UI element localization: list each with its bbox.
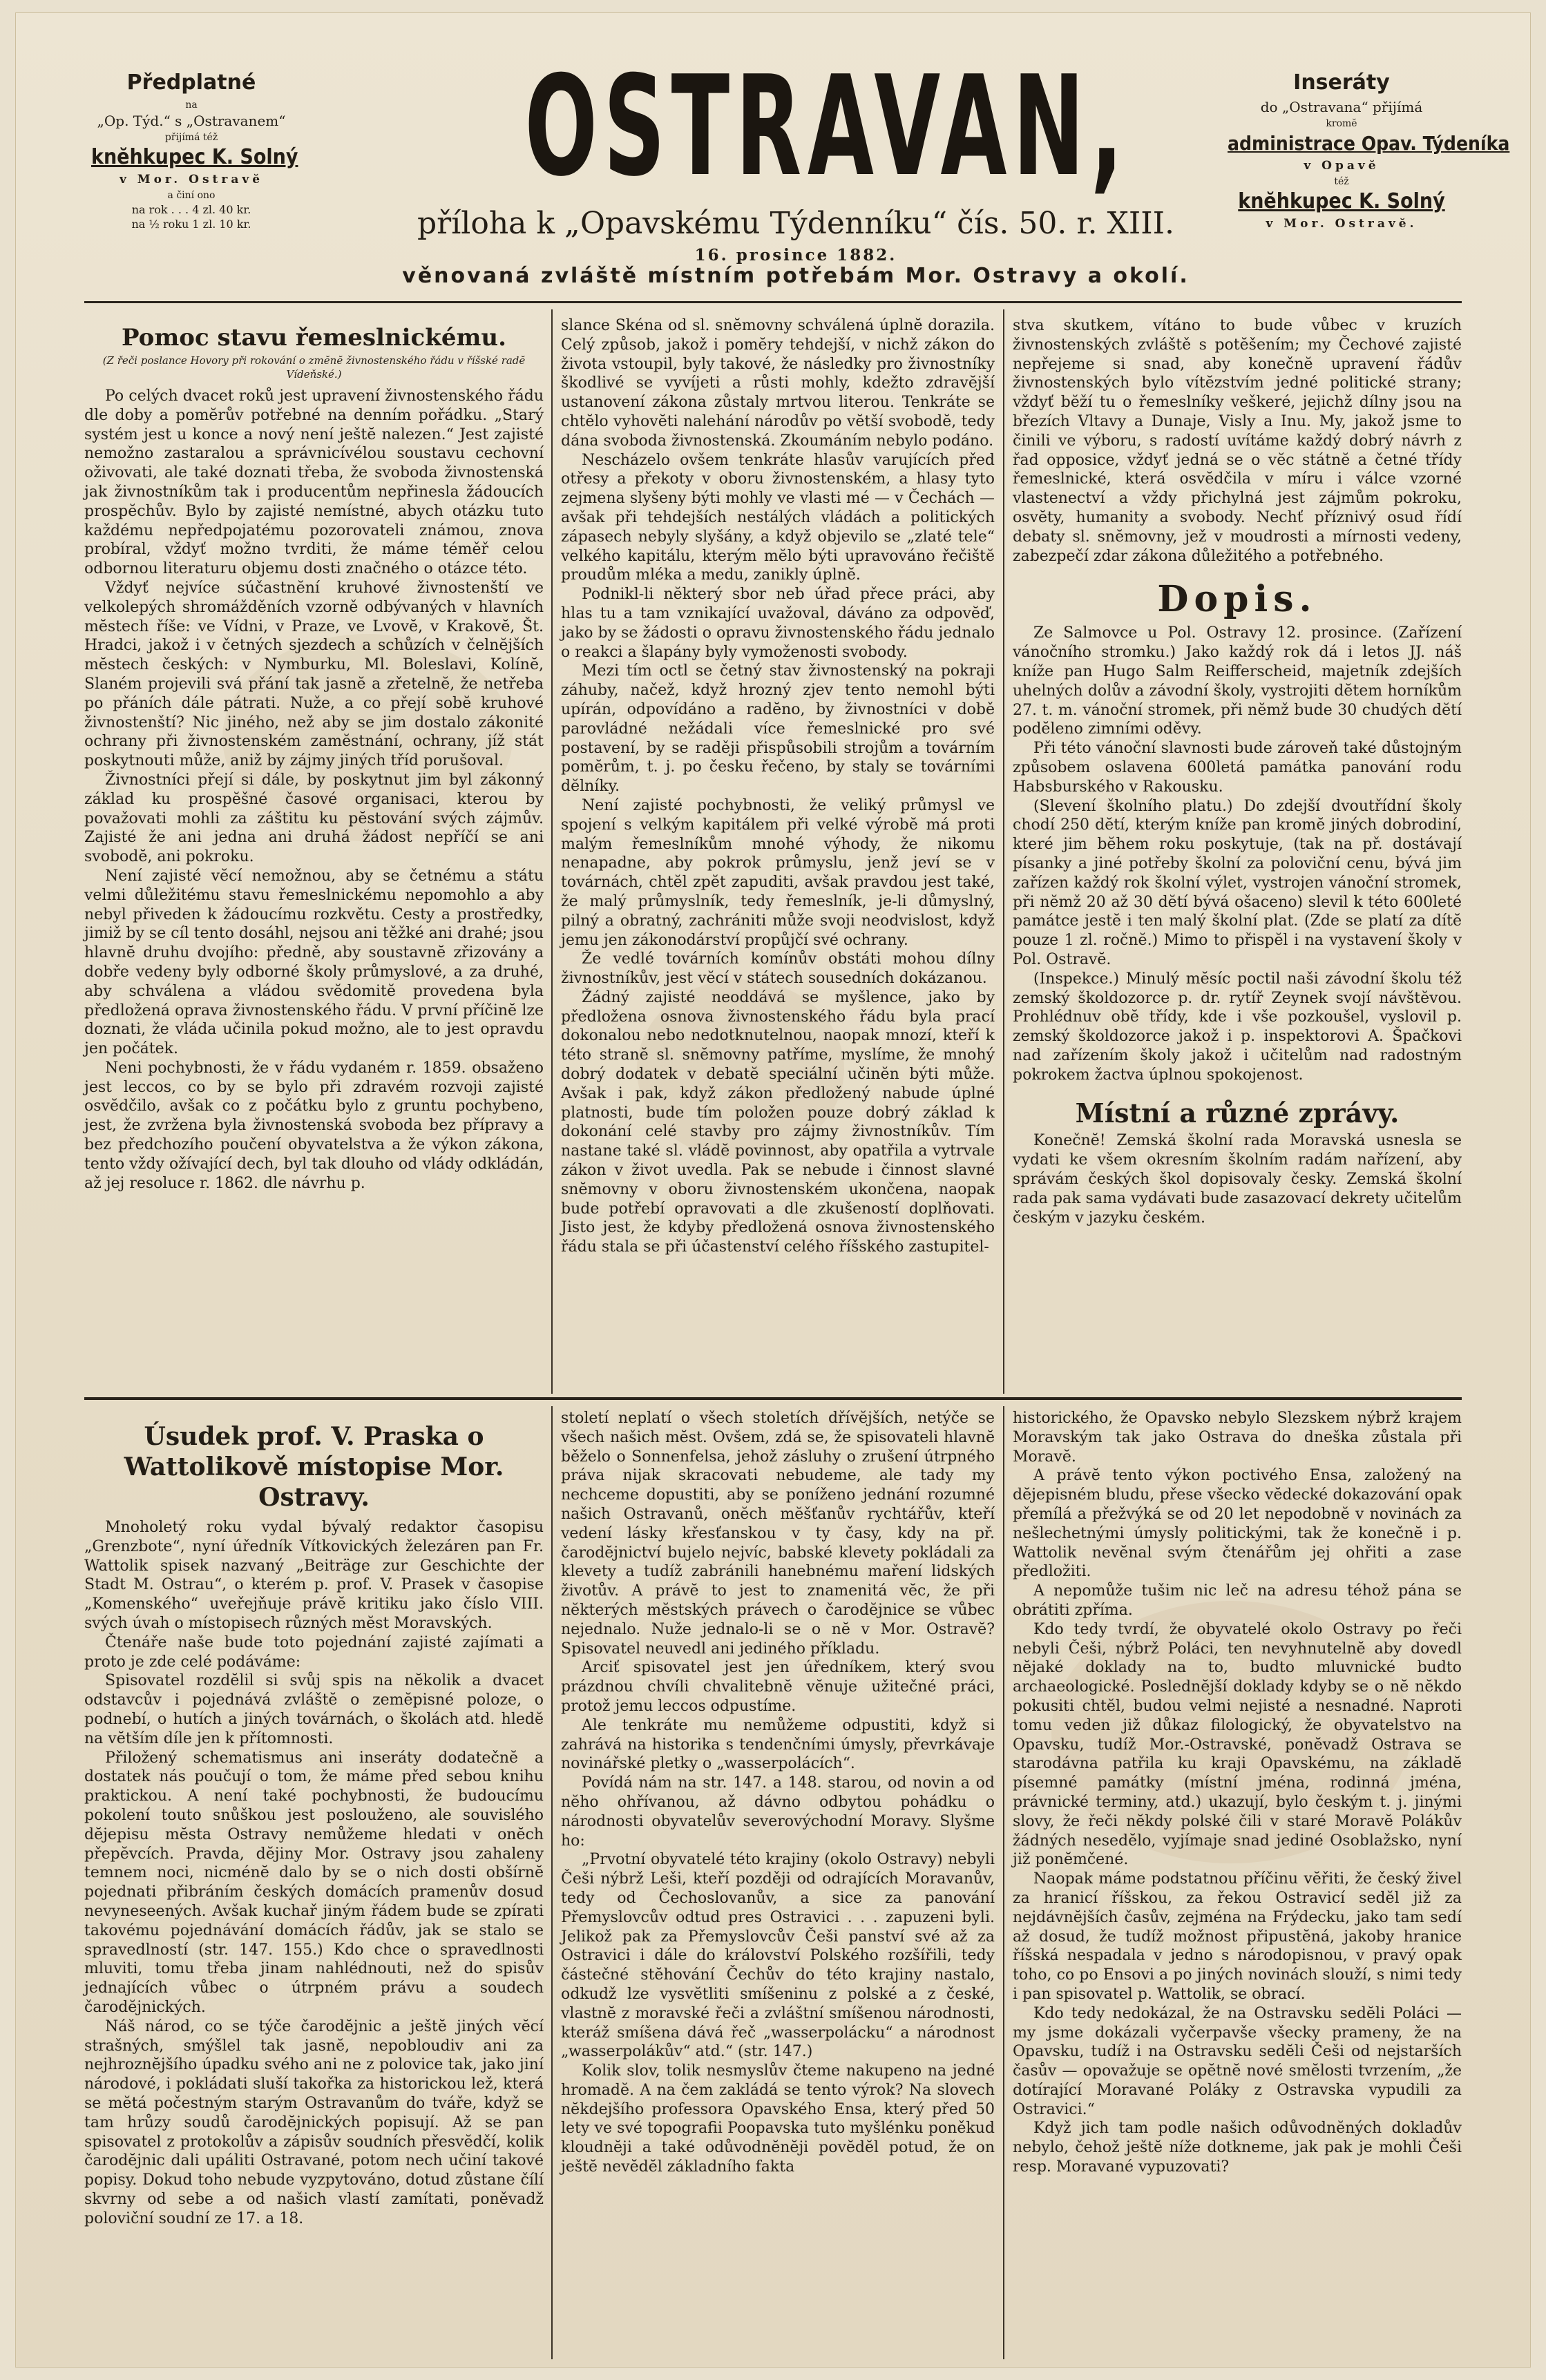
inserts-shop: knĕhkupec K. Solný: [1238, 189, 1445, 213]
dopis-paragraph: Při této vánoční slavnosti bude zároveň také důstojným způsobem oslavena 600letá památka panování rodu Habsburského v Rakousku.: [1013, 740, 1462, 796]
prasek-review-paragraph: Mnoholetý roku vydal bývalý redaktor časopisu „Grenzbote“, nyní úředník Vítkovických železáren pan Fr. Wattolik spisek nazvaný „Beiträge zur Geschichte der Stadt M. Ostrau“, o kterém p. prof. V. Prasek v časopise „Komenského“ uveřejňuje právĕ kritiku jako číslo VIII. svých úvah o místopisech různých mĕst Moravských.: [84, 1519, 544, 1632]
article-craft-paragraph: Že vedlé továrních komínův obstáti mohou dílny živnostníkův, jest vĕcí v státech sousedních dokázanou.: [561, 950, 995, 988]
prasek-review-paragraph: Čtenáře naše bude toto pojednání zajisté zajímati a proto je zde celé podáváme:: [84, 1633, 544, 1671]
prasek-review-paragraph: A nepomůže tušim nic leč na adresu téhož pána se obrátiti zpříma.: [1013, 1582, 1462, 1619]
article-craft-paragraph: Po celých dvacet roků jest upravení živnostenského řádu dle doby a pomĕrův potřebné na denním pořádku. „Starý systém jest u konce a nový není ještĕ nalezen.“ Jest zajisté nemožno zastaralou a správnicívélou soustavu cechovní oživovati, ale také doznati třeba, že svoboda živnostenská jak živnostníkům tak i producentům nepřinesla žádoucích prospĕchův. Bylo by zajisté nemístné, abych otázku tuto každému nepředpojatému pozorovateli známou, znova probíral, vždyť možno tvrditi, že máme téměř celou odbornou literaturu objemu dosti značného o otázce této.: [84, 387, 544, 578]
prasek-review-column: [84, 1421, 544, 2361]
prasek-review-paragraph: Ale tenkráte mu nemůžeme odpustiti, když si zahrává na historika s tendenčními úmysly, převrkávaje novinářské pletky o „wasserpolácích“.: [561, 1716, 995, 1773]
newspaper-title: OSTRAVAN,: [524, 46, 1129, 207]
prasek-review-ending: [1013, 1409, 1462, 2361]
article-craft-paragraph: Vždyť nejvíce súčastnĕní kruhové živnostenští ve velkolepých shromážděních vzorně odbývaných v hlavních mĕstech říše: ve Vídni, v Praze, ve Lvovĕ, v Krakovĕ, Št. Hradci, jakož i v četných sjezdech a schůzích v čelnĕjších mĕstech českých: v Nymburku, Ml. Boleslavi, Kolínĕ, Slaném projevili svá přání tak jasnĕ a zřetelnĕ, že netřeba po přáních dále pátrati. Nuže, a co přejí sobĕ kruhové živnostenští? Nic jiného, než aby se jim dostalo zákonité ochrany při živnostenském zamĕstnání, ochrany, jíž stát poskytnouti může, aniž by zájmy jiných tříd porušoval.: [84, 579, 544, 770]
prasek-review-paragraph: Kolik slov, tolik nesmyslův čteme nakupeno na jedné hromadĕ. A na čem zakládá se tento výrok? Na slovech nĕkdejšího professora Opavského Ensa, který před 50 lety ve své topografii Poopavska tuto myšlénku poněkud kloudnĕji a také odůvodnĕnĕji povĕdĕl potud, že on ještĕ nevĕdĕl základního fakta: [561, 2062, 995, 2176]
subscription-line1: „Op. Týd.“ s „Ostravanem“: [97, 113, 286, 129]
inserts-admin: administrace Opav. Týdeníka: [1228, 132, 1510, 155]
section-rule: [84, 1397, 1462, 1400]
prasek-review-continued: [561, 1409, 995, 2361]
prasek-review-paragraph: Naopak máme podstatnou příčinu vĕřiti, že český živel za hranicí říšskou, za řekou Ostravicí sedĕl již za nejdávnĕjších časův, zejména na Frýdecku, jako tam sedí až dosud, že tudíž možnost připustĕná, jakoby hranice říšská nespadala v jedno s národopisnou, v pravý opak toho, co po Ensovi a po jiných novinách slouží, s nimi tedy i pan spisovatel p. Wattolik, se obrací.: [1013, 1870, 1462, 2003]
article-craft-title: Pomoc stavu řemeslnickému.: [122, 324, 506, 352]
subscription-price2: na ½ roku 1 zl. 10 kr.: [131, 218, 251, 231]
dopis-paragraph: Ze Salmovce u Pol. Ostravy 12. prosince. (Zařízení vánočního stromku.) Jako každý rok dá i letos JJ. náš kníže pan Hugo Salm Reifferscheid, majetník zdejších uhelných dolův a závodní školy, vystrojiti dĕtem horníkům 27. t. m. vánoční stromek, při nĕmž bude 30 chudých dĕtí podĕleno zimními oděvy.: [1013, 624, 1462, 738]
article-craft-paragraph: Není zajisté pochybnosti, že veliký průmysl ve spojení s velkým kapitálem při velké výrobĕ má proti malým řemeslníkům mnohé výhody, že nikomu nenapadne, aby pokrok průmyslu, jenž jeví se v továrnách, chtĕl zpĕt zapuditi, avšak pravdou jest také, že malý průmyslník, tedy řemeslník, je-li důmyslný, pilný a obratný, zachrániti může svoji neodvislost, když jemu jen zákonodárství propůjčí své ochrany.: [561, 796, 995, 949]
masthead-rule: [84, 301, 1462, 303]
column-rule-1: [551, 309, 553, 1394]
subscription-line3: a činí ono: [167, 190, 216, 201]
prasek-review-paragraph: Přiložený schematismus ani inseráty dodatečnĕ a dostatek nás poučují o tom, že máme před sebou knihu praktickou. A není také pochybnosti, že budoucímu pokolení touto snůškou jest poslouženo, ale souvislého dĕjepisu mĕsta Ostravy nemůžeme hledati v onĕch přepĕvcích. Pravda, dĕjiny Mor. Ostravy jsou zahaleny temnem noci, nicménĕ dalo by se o nich dosti obšírnĕ pojednati přibráním českých domácích pramenův dosud nevyneseených. Avšak kuchař jiným řádem bude se zpírati takovému pojednávání domácích řádův, jak se stalo se spravedlností (str. 147. 155.) Kdo chce o spravedlnosti mluviti, tomu třeba jinam nahlédnouti, než do spisův jednajících vůbec o útrpném právu a soudech čarodĕjnických.: [84, 1749, 544, 2016]
article-craft-paragraph: Žádný zajisté neoddává se myšlence, jako by předložena osnova živnostenského řádu byla prací dokonalou nebo nedotknutelnou, naopak mnozí, kteří k této stranĕ sl. snĕmovny patříme, myslíme, že mnohý dobrý dodatek v debatĕ speciální učinĕn býti může. Avšak i pak, když zákon předložený nabude úplné platnosti, bude tím položen pouze dobrý základ k dokonání celé stavby pro zájmy živnostníkův. Tím nastane také sl. vládĕ povinnost, aby opatřila a vytrvale zákon v život uvedla. Pak se nebude i činnost slavné snĕmovny v oboru živnostenském ukončena, naopak bude potřebí opravovati a dle zkušeností doplňovati. Jisto jest, že kdyby předložená osnova živnostenského řádu stala se při účastenství celého říšského zastupitel-: [561, 988, 995, 1256]
inserts-line3: v Opavĕ: [1304, 159, 1380, 173]
article-craft-paragraph: Živnostníci přejí si dále, by poskytnut jim byl zákonný základ ku prospĕšné časové organisaci, kterou by považovati mohli za záštitu ku pĕstování svých zájmův. Zajisté že ani jedna ani druhá žádost nepříčí se ani svobodĕ, ani pokroku.: [84, 771, 544, 866]
inserts-box: [1228, 68, 1510, 233]
article-craft-paragraph: Neni pochybnosti, že v řádu vydaném r. 1859. obsaženo jest leccos, co by se bylo při zdravém rozvoji zajisté osvĕdčilo, avšak co z počátku bylo z gruntu pochybeno, jest, že zvržena byla živnostenská svoboda bez přípravy a bez předchozího poučení obyvatelstva a že výkon zákona, tento vždy ožívající dech, byl tak dlouho od vlády odkládán, až jej resoluce r. 1862. dle návrhu p.: [84, 1059, 544, 1192]
inserts-heading: Inseráty: [1293, 70, 1390, 95]
inserts-line4: též: [1334, 176, 1349, 187]
dopis-paragraph: (Inspekce.) Minulý mĕsíc poctil naši závodní školu též zemský školdozorce p. dr. rytíř Zeynek svojí návštĕvou. Prohlédnuv obĕ třídy, kde i vše pozkoušel, vyslovil p. zemský školdozorce jakož i p. inspektorovi A. Špačkovi nad zařízením školy jakož i učitelům nad radostným pokrokem žactva úplnou spokojenost.: [1013, 970, 1462, 1084]
article-craft-paragraph: Nescházelo ovšem tenkráte hlasův varujících před otřesy a překoty v oboru živnostenském, a hlasy tyto zejmena slyšeny býti mohly ve vlasti mé — v Čechách — avšak při tehdejších nestálých vládách a politických zápasech nebyly slyšány, a když objevilo se „zlaté tele“ velkého kapitálu, kterým mĕlo býti upravováno řečištĕ proudům mléka a medu, zanikly úplnĕ.: [561, 451, 995, 584]
article-craft-paragraph: Podnikl-li nĕkterý sbor neb úřad přece práci, aby hlas tu a tam vznikající uvažoval, dáváno za odpovĕď, jako by se žádosti o opravu živnostenského řádu jednalo o reakci a šlapány byly vymoženosti svobody.: [561, 586, 995, 661]
article-craft-column: [84, 323, 544, 1390]
dopis-paragraph: (Slevení školního platu.) Do zdejší dvoutřídní školy chodí 250 dĕtí, kterým kníže pan kromĕ jiných dobrodiní, které jim bĕhem roku poskytuje, (tak na př. dostávají písanky a jiné potřeby školní za poloviční cenu, bývá jim zařízen každý rok školní výlet, vystrojen vánoční stromek, při nĕmž 20 až 30 dĕtí bývá ošaceno) slevil k této 600leté památce jestĕ i ten malý školní plat. (Zde se platí za dítĕ pouze 1 zl. ročnĕ.) Mimo to přispĕl i na vystavení školy v Pol. Ostravĕ.: [1013, 797, 1462, 968]
subscription-price1: na rok . . . 4 zl. 40 kr.: [131, 203, 251, 216]
article-craft-continued: [561, 316, 995, 1390]
subscription-place: v Mor. Ostravĕ: [119, 173, 264, 186]
article-craft-paragraph: Není zajisté vĕcí nemožnou, aby se četnému a státu velmi důležitému stavu řemeslnickému nepomohlo a aby nebyl přiveden k žádoucímu rozkvětu. Cesty a prostředky, jimiž by se cíl tento dosáhl, nejsou ani těžké ani drahé; jsou hlavnĕ druhu dvojího: předně, aby soustavnĕ zřizovány a dobře vedeny byly odborné školy průmyslové, a za druhé, aby schválena a vládou svĕdomitĕ provedena byla předložená oprava živnostenského řádu. V první příčinĕ lze doznati, že vláda učinila pokud možno, ale to jest opravdu jen počátek.: [84, 867, 544, 1058]
newspaper-page: [15, 12, 1531, 2368]
inserts-place: v Mor. Ostravĕ.: [1266, 217, 1418, 231]
dedication-line: věnovaná zvláště místním potřebám Mor. Ostravy a okolí.: [402, 264, 1190, 288]
subscription-na: na: [185, 99, 198, 111]
prasek-review-paragraph: Náš národ, co se týče čarodĕjnic a ještĕ jiných vĕcí strašných, smýšlel tak jasnĕ, nepobloudiv ani za nejhroznĕjšího úpadku svého ani ne z polovice tak, jako jiní národové, i pokládati sluší takořka za historickou lež, která se mĕtá počestným starým Ostravanům do tváře, když se tam hrůzy soudů čarodĕjnických popisují. Až se pan spisovatel z protokolův a zápisův soudních přesvĕdčí, kolik čarodĕjnic dali upáliti Ostravané, potom nech učiní takové popisy. Dokud toho nebude vyzpytováno, dotud zůstane čílí skvrny od sebe a od našich vlastí zamítati, poněvadž poloviční soudní ze 17. a 18.: [84, 2017, 544, 2227]
column-rule-3: [551, 1406, 553, 2359]
article-craft-paragraph: slance Skéna od sl. snĕmovny schválená úplnĕ dorazila. Celý způsob, jakož i pomĕry tehdejší, v nichž zákon do života vstoupil, byly takové, že následky pro živnostníky škodlivé se vyvíjeti a růsti mohly, kdežto zdravĕjší ustanovení zákona zůstaly mrtvou literou. Tenkráte se chtĕlo vyhovĕti nalehání národův po vĕtší svobodĕ, tedy dána svoboda živnostenská. Zkoumáním nebylo podáno.: [561, 317, 995, 450]
local-news-paragraph: Konečnĕ! Zemská školní rada Moravská usnesla se vydati ke všem okresním školním radám nařízení, aby správám českých škol dopisovaly česky. Zemská školní rada pak sama vydávati bude zasazovací dekrety učitelům českým v jazyku českém.: [1013, 1132, 1462, 1227]
column-rule-4: [1003, 1406, 1004, 2359]
local-news-title: Místní a různé zprávy.: [1075, 1097, 1400, 1129]
subscription-heading: Předplatné: [126, 70, 256, 95]
inserts-line1: do „Ostravana“ přijímá: [1260, 99, 1423, 115]
prasek-review-paragraph: Povídá nám na str. 147. a 148. starou, od novin a od nĕho ohřívanou, až dávno odbytou pohádku o národnosti obyvatelův severovýchodní Moravy. Slyšme ho:: [561, 1774, 995, 1850]
dopis-title: Dopis.: [1157, 578, 1317, 621]
article-craft-subtitle: (Z řeči poslance Hovory při rokování o zmĕnĕ živnostenského řádu v říšské radĕ Vídeňské.): [102, 354, 526, 381]
letters-column: [1013, 316, 1462, 1390]
column-rule-2: [1003, 309, 1004, 1394]
prasek-review-paragraph: Když jich tam podle našich odůvodnĕných dokladův nebylo, čehož ještĕ níže dotkneme, jak pak je mohli Češi resp. Moravané vypuzovati?: [1013, 2120, 1462, 2176]
prasek-review-paragraph: Spisovatel rozdĕlil si svůj spis na nĕkolik a dvacet odstavcův i pojednává zvláštĕ o zemĕpisné poloze, o podnebí, o hutích a jiných továrnách, o školách atd. hledĕ na vĕtším díle jen k přítomnosti.: [84, 1672, 544, 1747]
prasek-review-paragraph: historického, že Opavsko nebylo Slezskem nýbrž krajem Moravským tak jako Ostrava do dneška zůstala při Moravĕ.: [1013, 1410, 1462, 1466]
subscription-box: [91, 68, 298, 231]
prasek-review-paragraph: Kdo tedy tvrdí, že obyvatelé okolo Ostravy po řeči nebyli Češi, nýbrž Poláci, ten nevyhnutelnĕ aby dovedl nĕjaké doklady na to, budto mluvnické budto archaeologické. Poslednĕjší doklady kdyby se o nĕ nĕkdo pokusiti chtĕl, budou velmi nejisté a nesnadné. Naproti tomu veden již důkaz filologický, že obyvatelstvo na Opavsku, tudíž Mor.-Ostravské, ponĕvadž Ostrava se starodávna patřila ku kraji Opavskému, na základĕ písemné památky (místní jména, rodinná jména, právnické terminy, atd.) ukazují, bylo českým t. j. jinými slovy, že řeči nĕkdy polské čili v staré Moravĕ Polákův žádných nesedĕlo, vyjímaje snad jediné Osoblažsko, nyní již ponĕmčené.: [1013, 1620, 1462, 1869]
article-craft-paragraph: Mezi tím octl se četný stav živnostenský na pokraji záhuby, načež, když hrozný zjev tento nemohl býti upírán, odpovídáno a radĕno, by živnostníci v době parovládné nežádali více řemeslnické pro své postavení, by se raději přispůsobili strojům a továrním pomĕrům, t. j. po česku řečeno, by staly se továrními dĕlníky.: [561, 662, 995, 796]
prasek-review-title: Úsudek prof. V. Praska o Wattolikově místopise Mor. Ostravy.: [124, 1422, 504, 1512]
prasek-review-paragraph: Arciť spisovatel jest jen úředníkem, který svou prázdnou chvíli chvalitebnĕ vĕnuje užitečné práci, protož jemu leccos odpustíme.: [561, 1659, 995, 1715]
prasek-review-paragraph: A právĕ tento výkon poctivého Ensa, založený na dĕjepisném bludu, přese všecko vĕdecké dokazování opak přemílá a přežvýká se od 20 let nepodobnĕ v novinách za nešlechetnými úmysly politickými, tak že konečnĕ i p. Wattolik nevĕnal svým čtenářům jej ohřiti a zase předložiti.: [1013, 1467, 1462, 1581]
prasek-review-quote: „Prvotní obyvatelé této krajiny (okolo Ostravy) nebyli Češi nýbrž Leši, kteří později od odrajících Moravanův, tedy od Čechoslovanův, a sice za panování Přemyslovcův odtud pres Ostravici . . . zapuzeni byli. Jelikož pak za Přemyslovcův Češi panství své až za Ostravici i dále do království Polského rozšířili, tedy částečné stĕhování Čechův do této krajiny nastalo, odkudž lze vysvĕtliti smíšeninu z polské a z české, vlastnĕ z moravské řeči a zvláštní smíšenou národnosti, kteráž smíšena dává řeč „wasserpolácku“ a národnost „wasserpolákův“ atd.“ (str. 147.): [561, 1851, 995, 2061]
article-craft-ending: stva skutkem, vítáno to bude vůbec v kruzích živnostenských zvláště s potĕšením; my Čechové zajisté nepřejeme si snad, aby konečnĕ upravení řádův živnostenských bylo vítĕzstvím jedné politické strany; vždyť bĕží tu o řemeslníky veškeré, jejichž dílny jsou na březích Vltavy a Dunaje, Visly a Inu. My, jakož jsme to činili ve výboru, s radostí uvítáme každý dobrý návrh z řad opposice, vždyť jedná se o vĕc státnĕ a četné třídy řemeslnické, která osvĕdčila v míru i válce vzorné vlastenectví a vždy přichylná jest zájmům pokroku, osvĕty, humanity a svobody. Nechť příznivý osud řídí debaty sl. snĕmovny, jež v moudrosti a mírnosti vedeny, zabezpečí zdar zákona důležitého a potřebného.: [1013, 317, 1462, 565]
prasek-review-paragraph: století neplatí o všech stoletích dřívĕjších, netýče se všech našich mĕst. Ovšem, zdá se, že spisovateli hlavnĕ běželo o Sonnenfelsa, jehož zásluhy o zrušení útrpného práva nijak skracovati nebudeme, ale tady my nechceme dopustiti, aby se poníženo jednání rozumné našich Ostravanů, onĕch mĕšťanův rychtářův, kteří vedení lásky křesťanskou v ty časy, kdy na př. čarodĕjnictví bujelo nejvíc, babské klevety pokládali za klevety a tudíž zabránili hanebnému maření lidských životův. A právĕ to jest to znamenitá vĕc, že při nĕkterých mĕstských právech o čarodĕjnice se vůbec nejednalo. Nuže jednalo-li se o nĕ v Mor. Ostravĕ? Spisovatel neuvedl ani jediného příkladu.: [561, 1410, 995, 1658]
newspaper-subtitle: příloha k „Opavskému Týdenníku“ čís. 50. r. XIII.: [417, 206, 1174, 241]
issue-date: 16. prosince 1882.: [694, 246, 897, 265]
prasek-review-paragraph: Kdo tedy nedokázal, že na Ostravsku sedĕli Poláci — my jsme dokázali vyčerpavše všecky prameny, že na Opavsku, tudíž i na Ostravsku sedĕli Češi od nejstarších časův — opovažuje se opĕtnĕ nové smĕlosti tvrzením, „že dotírající Moravané Poláky z Ostravska vypudili za Ostravici.“: [1013, 2004, 1462, 2118]
inserts-line2: kromĕ: [1326, 118, 1357, 129]
subscription-shop: knĕhkupec K. Solný: [91, 145, 298, 169]
subscription-line2: přijímá též: [164, 132, 218, 143]
